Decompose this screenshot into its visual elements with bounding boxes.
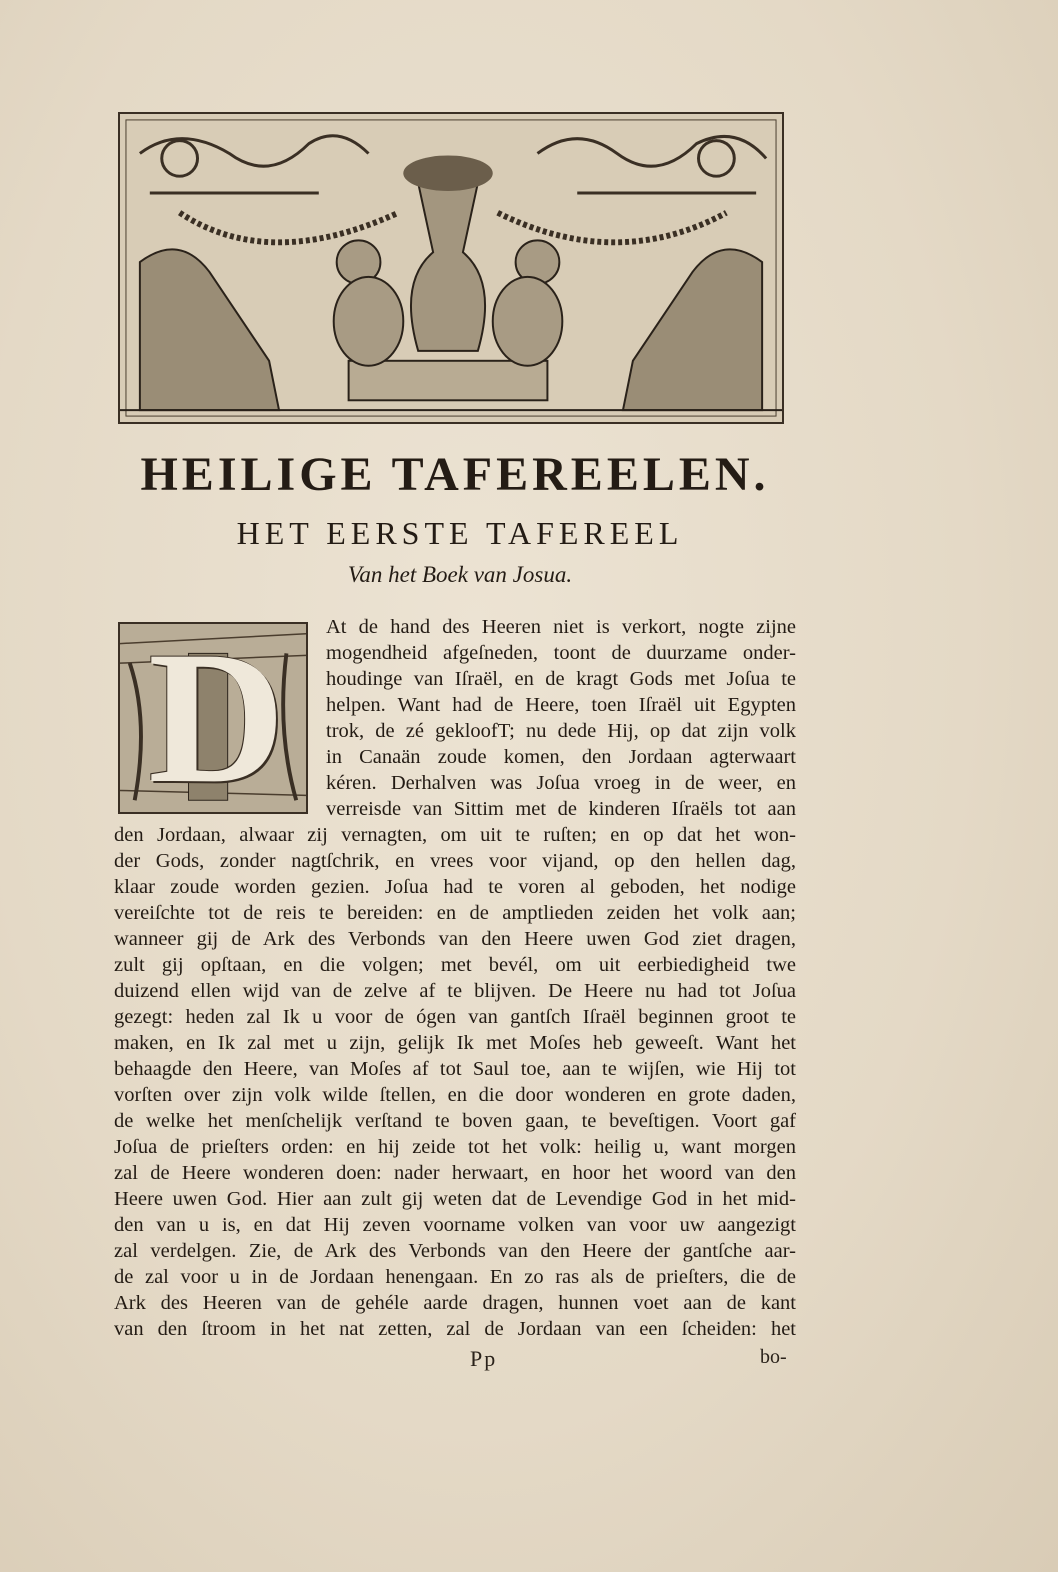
text-line: gezegt: heden zal Ik u voor de ógen van gantſch Iſraël beginnen groot te [114,1006,796,1028]
text-line: vorſten over zijn volk wilde ſtellen, en die door wonderen en grote daden, [114,1084,796,1106]
signature-mark: Pp [470,1346,498,1371]
text-line: de zal voor u in de Jordaan henengaan. En zo ras als de prieſters, die de [114,1266,796,1288]
text-line: zal verdelgen. Zie, de Ark des Verbonds van den Heere der gantſche aar- [114,1240,796,1262]
text-line: Joſua de prieſters orden: en hij zeide tot het volk: heilig u, want morgen [114,1136,796,1158]
engraved-headpiece-image [118,112,784,424]
text-line: Heere uwen God. Hier aan zult gij weten dat de Levendige God in het mid- [114,1188,796,1210]
text-line: Ark des Heeren van de gehéle aarde dragen, hunnen voet aan de kant [114,1292,796,1314]
book-caption: Van het Boek van Josua. [347,562,573,587]
text-line: de welke het menſchelijk verſtand te boven gaan, te beveſtigen. Voort gaf [114,1110,796,1132]
text-line: behaagde den Heere, van Moſes af tot Saul toe, aan te wijſen, wie Hij tot [114,1058,796,1080]
text-line: den Jordaan, alwaar zij vernagten, om uit te ruſten; en op dat het won- [114,824,796,846]
text-line: in Canaän zoude komen, den Jordaan agterwaart [326,746,796,768]
text-line: der Gods, zonder nagtſchrik, en vrees voor vijand, op den hellen dag, [114,850,796,872]
text-line: houdinge van Iſraël, en de kragt Gods met Joſua te [326,668,796,690]
text-line: zal de Heere wonderen doen: nader herwaart, en hoor het woord van den [114,1162,796,1184]
text-line: wanneer gij de Ark des Verbonds van den Heere uwen God ziet dragen, [114,928,796,950]
text-line: duizend ellen wijd van de zelve af te blijven. De Heere nu had tot Joſua [114,980,796,1002]
text-line: verreisde van Sittim met de kinderen Iſraëls tot aan [326,798,796,820]
body-text [114,614,796,1342]
text-line: helpen. Want had de Heere, toen Iſraël uit Egypten [326,694,796,716]
drop-cap-letter: D [148,613,286,823]
text-line: klaar zoude worden gezien. Joſua had te voren al geboden, het nodige [114,876,796,898]
text-line: mogendheid afgeſneden, toont de duurzame onder- [326,642,796,664]
text-line: maken, en Ik zal met u zijn, gelijk Ik met Moſes heb geweeſt. Want het [114,1032,796,1054]
text-line: At de hand des Heeren niet is verkort, nogte zijne [326,616,796,638]
text-line: vereiſchte tot de reis te bereiden: en de amptlieden zeiden het volk aan; [114,902,796,924]
page-title: HEILIGE TAFEREELEN. [140,448,770,501]
headpiece-engraving-icon [120,114,782,422]
catchword: bo- [760,1346,787,1368]
text-line: zult gij opſtaan, en die volgen; met bevél, om uit eerbiedigheid twe [114,954,796,976]
text-line: van den ſtroom in het nat zetten, zal de Jordaan van een ſcheiden: het [114,1318,796,1340]
text-line: trok, de zé gekloofT; nu dede Hij, op dat zijn volk [326,720,796,742]
text-line: den van u is, en dat Hij zeven voorname volken van voor uw aangezigt [114,1214,796,1236]
section-title: HET EERSTE TAFEREEL [236,515,684,551]
text-line: kéren. Derhalven was Joſua vroeg in de weer, en [326,772,796,794]
